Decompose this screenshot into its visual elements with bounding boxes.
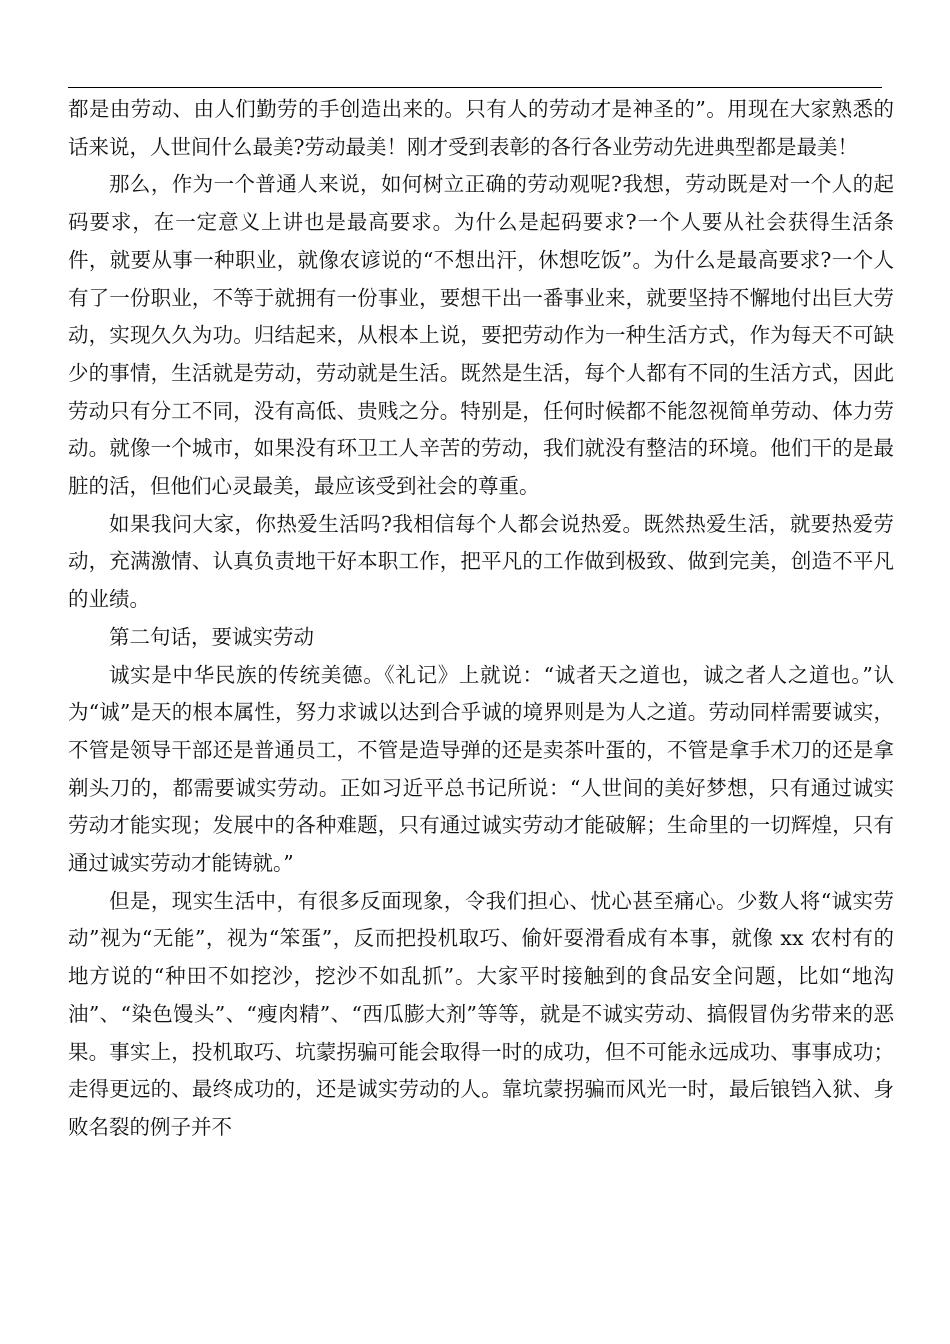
paragraph-labor-view: 那么，作为一个普通人来说，如何树立正确的劳动观呢?我想，劳动既是对一个人的起码要求，在一定意义上讲也是最高要求。为什么是起码要求?一个人要从社会获得生活条件，就要从事一种职业，就像农谚说的“不想出汗，休想吃饭”。为什么是最高要求?一个人有了一份职业，不等于就拥有一份事业，要想干出一番事业来，就要坚持不懈地付出巨大劳动，实现久久为功。归结起来，从根本上说，要把劳动作为一种生活方式，作为每天不可缺少的事情，生活就是劳动，劳动就是生活。既然是生活，每个人都有不同的生活方式，因此劳动只有分工不同，没有高低、贵贱之分。特别是，任何时候都不能忽视简单劳动、体力劳动。就像一个城市，如果没有环卫工人辛苦的劳动，我们就没有整洁的环境。他们干的是最脏的活，但他们心灵最美，最应该受到社会的尊重。 [68, 172, 894, 499]
paragraph-continuation: 都是由劳动、由人们勤劳的手创造出来的。只有人的劳动才是神圣的”。用现在大家熟悉的话来说，人世间什么最美?劳动最美！刚才受到表彰的各行各业劳动先进典型都是最美！ [68, 97, 894, 159]
paragraph-honesty: 诚实是中华民族的传统美德。《礼记》上就说：“诚者天之道也，诚之者人之道也。”认为“诚”是天的根本属性，努力求诚以达到合乎诚的境界则是为人之道。劳动同样需要诚实，不管是领导干部还是普通员工，不管是造导弹的还是卖茶叶蛋的，不管是拿手术刀的还是拿剃头刀的，都需要诚实劳动。正如习近平总书记所说：“人世间的美好梦想，只有通过诚实劳动才能实现；发展中的各种难题，只有通过诚实劳动才能破解；生命里的一切辉煌，只有通过诚实劳动才能铸就。” [68, 662, 894, 876]
paragraph-love-labor: 如果我问大家，你热爱生活吗?我相信每个人都会说热爱。既然热爱生活，就要热爱劳动，充满激情、认真负责地干好本职工作，把平凡的工作做到极致、做到完美，创造不平凡的业绩。 [68, 511, 894, 612]
section-heading: 第二句话，要诚实劳动 [109, 624, 314, 649]
paragraph-negative-phenomena: 但是，现实生活中，有很多反面现象，令我们担心、忧心甚至痛心。少数人将“诚实劳动”视为“无能”，视为“笨蛋”，反而把投机取巧、偷奸耍滑看成有本事，就像 xx 农村有的地方说的“种田不如挖沙，挖沙不如乱抓”。大家平时接触到的食品安全问题，比如“地沟油”、“染色馒头”、“瘦肉精”、“西瓜膨大剂”等等，就是不诚实劳动、搞假冒伪劣带来的恶果。事实上，投机取巧、坑蒙拐骗可能会取得一时的成功，但不可能永远成功、事事成功；走得更远的、最终成功的，还是诚实劳动的人。靠坑蒙拐骗而风光一时，最后锒铛入狱、身败名裂的例子并不 [68, 888, 894, 1139]
document-body [68, 91, 894, 1147]
header-rule [68, 87, 882, 88]
